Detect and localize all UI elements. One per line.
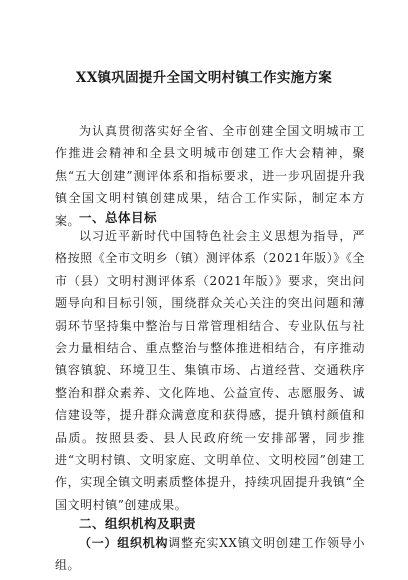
section-heading-goals: 一、总体目标 bbox=[79, 210, 158, 225]
intro-paragraph: 为认真贯彻落实好全省、全市创建全国文明城市工作推进会精神和全县文明城市创建工作大会精神，聚焦“五大创建”测评体系和指标要求，进一步巩固提升我镇全国文明村镇创建成果，结合工作实际，制定本方案。 bbox=[55, 124, 365, 228]
goals-paragraph: 以习近平新时代中国特色社会主义思想为指导，严格按照《全市文明乡（镇）测评体系（2021年版）》《全市（县）文明村测评体系（2021年版）》要求，突出问题导向和目标引领，围绕群众关心关注的突出问题和薄弱环节坚持集中整治与日常管理相结合、专业队伍与社会力量相结合、重点整治与整体推进相结合，有序推动镇容镇貌、环境卫生、集镇市场、占道经营、交通秩序整治和群众素养、文化阵地、公益宣传、志愿服务、诚信建设等，提升群众满意度和获得感，提升镇村颜值和品质。按照县委、县人民政府统一安排部署，同步推进“文明村镇、文明家庭、文明单位、文明校园”创建工作，实现全镇文明素质整体提升，持续巩固提升我镇“全国文明村镇”创建成果。 bbox=[55, 229, 365, 512]
section-heading-organization: 二、组织机构及职责 bbox=[79, 516, 197, 531]
organization-text: 调整充实XX镇文明创建工作领导小组。 bbox=[55, 536, 366, 573]
sub-heading-organization: （一）组织机构 bbox=[79, 536, 169, 550]
organization-paragraph bbox=[55, 532, 365, 577]
document-title: XX镇巩固提升全国文明村镇工作实施方案 bbox=[75, 70, 333, 86]
